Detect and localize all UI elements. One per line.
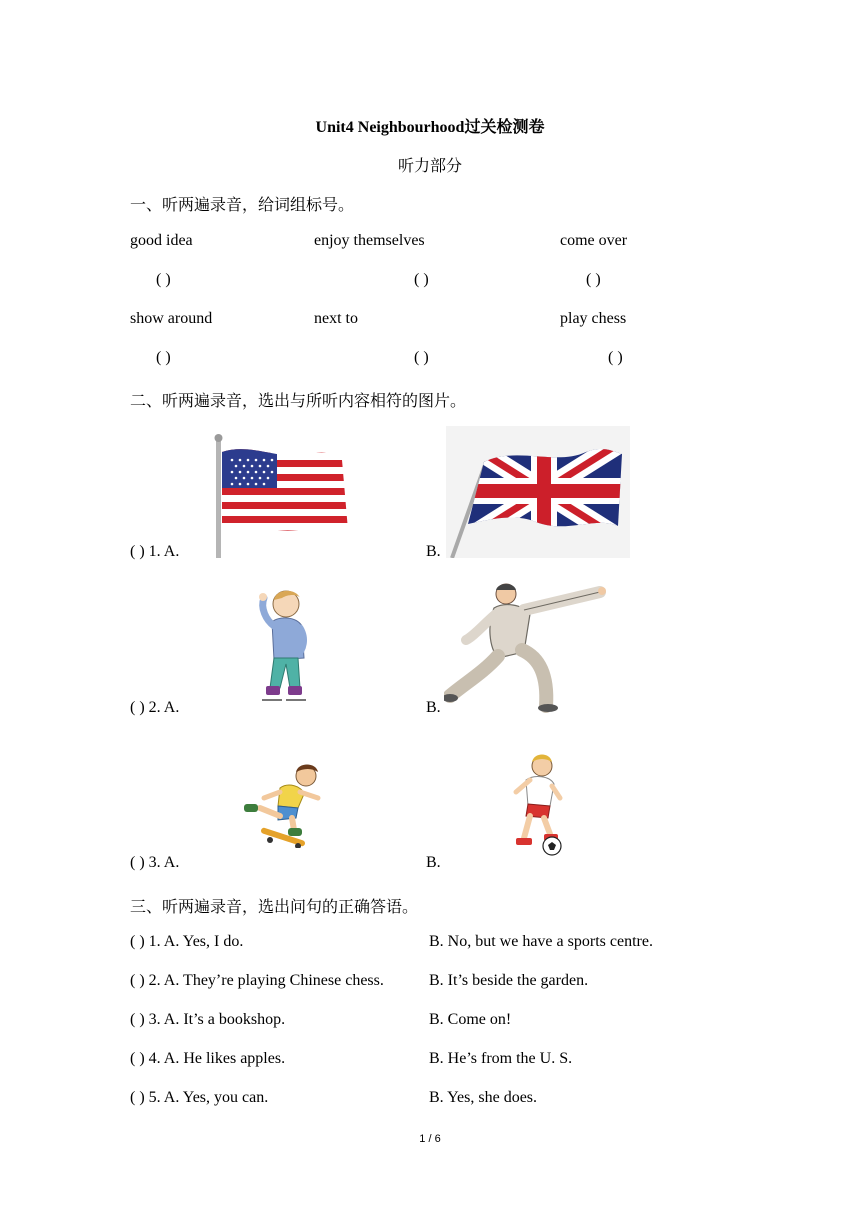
section-subtitle: 听力部分 — [397, 156, 462, 175]
answer-blank[interactable]: ( ) — [156, 271, 171, 288]
phrase-play-chess: play chess — [560, 310, 627, 327]
section1-heading: 一、听两遍录音，给词组标号。 — [130, 195, 355, 214]
tai-chi-man-icon — [444, 580, 608, 714]
phrase-good-idea: good idea — [130, 232, 193, 249]
football-boy-icon — [502, 752, 566, 856]
answer-option-a: ( ) 3. A. It’s a bookshop. — [130, 1011, 286, 1028]
answer-blank[interactable]: ( ) — [414, 271, 429, 288]
answer-option-a: ( ) 1. A. Yes, I do. — [130, 933, 244, 950]
option-b-label: B. — [426, 543, 441, 560]
uk-flag-icon — [446, 426, 630, 558]
answer-blank[interactable]: ( ) — [586, 271, 601, 288]
page-number: 1 / 6 — [419, 1133, 441, 1145]
option-b-label: B. — [426, 699, 441, 716]
answer-option-b: B. He’s from the U. S. — [429, 1050, 573, 1067]
answer-option-a: ( ) 2. A. They’re playing Chinese chess. — [130, 972, 384, 989]
section3-heading: 三、听两遍录音，选出问句的正确答语。 — [130, 897, 419, 916]
answer-blank[interactable]: ( ) — [414, 349, 429, 366]
answer-blank[interactable]: ( ) — [608, 349, 623, 366]
answer-blank[interactable]: ( ) — [156, 349, 171, 366]
question-label: ( ) 1. A. — [130, 543, 180, 560]
question-label: ( ) 3. A. — [130, 854, 180, 871]
phrase-enjoy-themselves: enjoy themselves — [314, 232, 425, 249]
skateboard-boy-icon — [240, 762, 324, 848]
answer-option-b: B. Come on! — [429, 1011, 512, 1028]
section2-heading: 二、听两遍录音，选出与所听内容相符的图片。 — [130, 391, 467, 410]
question-label: ( ) 2. A. — [130, 699, 180, 716]
answer-option-b: B. Yes, she does. — [429, 1089, 538, 1106]
option-b-label: B. — [426, 854, 441, 871]
usa-flag-icon — [192, 428, 364, 558]
phrase-come-over: come over — [560, 232, 628, 249]
answer-option-b: B. No, but we have a sports centre. — [429, 933, 653, 950]
phrase-next-to: next to — [314, 310, 358, 327]
answer-option-a: ( ) 4. A. He likes apples. — [130, 1050, 286, 1067]
ice-skating-girl-icon — [248, 586, 312, 710]
phrase-show-around: show around — [130, 310, 213, 327]
answer-option-b: B. It’s beside the garden. — [429, 972, 589, 989]
answer-option-a: ( ) 5. A. Yes, you can. — [130, 1089, 269, 1106]
page-title: Unit4 Neighbourhood过关检测卷 — [315, 119, 545, 136]
